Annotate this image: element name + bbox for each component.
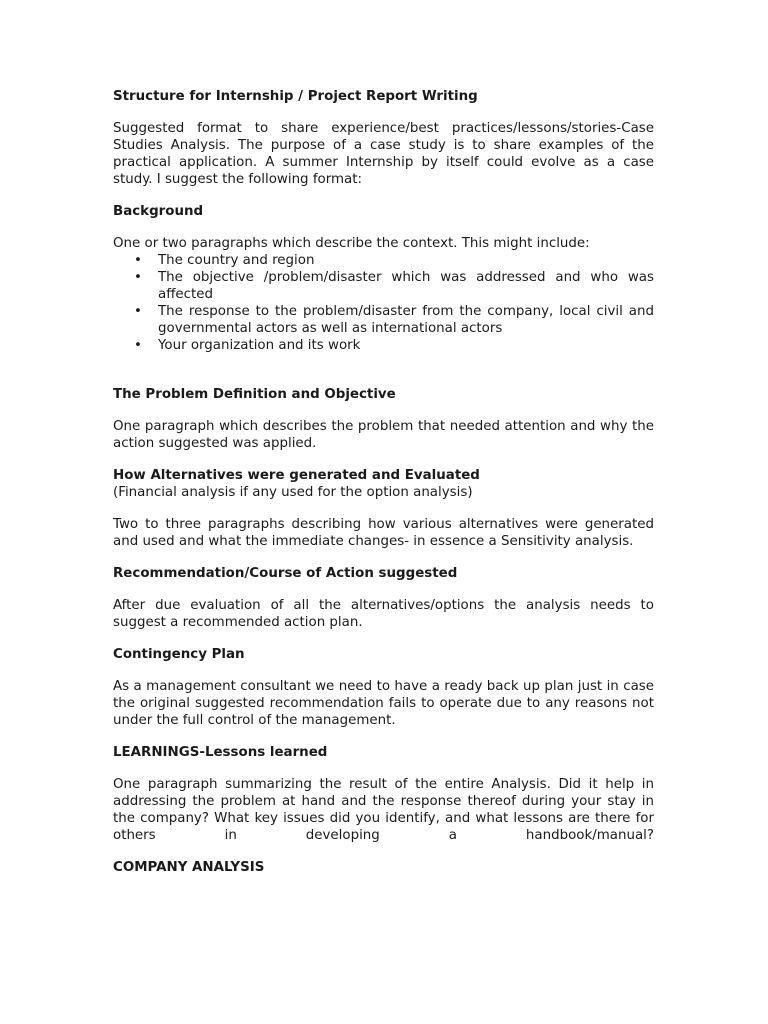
list-item	[134, 269, 654, 303]
list-item-text: The country and region	[158, 253, 315, 268]
recommendation-heading: Recommendation/Course of Action suggested	[113, 566, 458, 581]
bullet-icon: •	[134, 253, 142, 268]
contingency-heading: Contingency Plan	[113, 647, 245, 662]
document-title: Structure for Internship / Project Report Writing	[113, 89, 478, 104]
bullet-icon: •	[134, 270, 142, 285]
bullet-icon: •	[134, 304, 142, 319]
list-item	[134, 337, 654, 354]
contingency-paragraph: As a management consultant we need to have a ready back up plan just in case the original suggested recommendation fails to operate due to any reasons not under the full control of the management.	[113, 679, 654, 728]
alternatives-paragraph: Two to three paragraphs describing how various alternatives were generated and used and what the immediate changes- in essence a Sensitivity analysis.	[113, 517, 654, 549]
alternatives-heading: How Alternatives were generated and Evaluated	[113, 468, 480, 483]
background-heading: Background	[113, 204, 204, 219]
list-item-text: The response to the problem/disaster from the company, local civil and governmental actors as well as international actors	[158, 304, 654, 336]
learnings-paragraph: One paragraph summarizing the result of the entire Analysis. Did it help in addressing the problem at hand and the response thereof during your stay in the company? What key issues did you identify, and what lessons are there for others in developing a handbook/manual?	[113, 777, 654, 843]
recommendation-paragraph: After due evaluation of all the alternatives/options the analysis needs to suggest a recommended action plan.	[113, 598, 654, 630]
problem-heading: The Problem Definition and Objective	[113, 387, 396, 402]
company-analysis-heading: COMPANY ANALYSIS	[113, 860, 265, 875]
background-lead: One or two paragraphs which describe the context. This might include:	[113, 236, 590, 251]
list-item-text: The objective /problem/disaster which was addressed and who was affected	[158, 270, 654, 302]
list-item-text: Your organization and its work	[158, 338, 361, 353]
intro-paragraph: Suggested format to share experience/best practices/lessons/stories-Case Studies Analysis. The purpose of a case study is to share examples of the practical application. A summer Internship by itself could evolve as a case study. I suggest the following format:	[113, 121, 654, 187]
alternatives-subheading: (Financial analysis if any used for the option analysis)	[113, 485, 473, 500]
document-page	[113, 88, 654, 876]
list-item	[134, 252, 654, 269]
bullet-icon: •	[134, 338, 142, 353]
learnings-heading: LEARNINGS-Lessons learned	[113, 745, 328, 760]
list-item	[134, 303, 654, 337]
background-list	[113, 252, 654, 354]
problem-paragraph: One paragraph which describes the problem that needed attention and why the action suggested was applied.	[113, 419, 654, 451]
